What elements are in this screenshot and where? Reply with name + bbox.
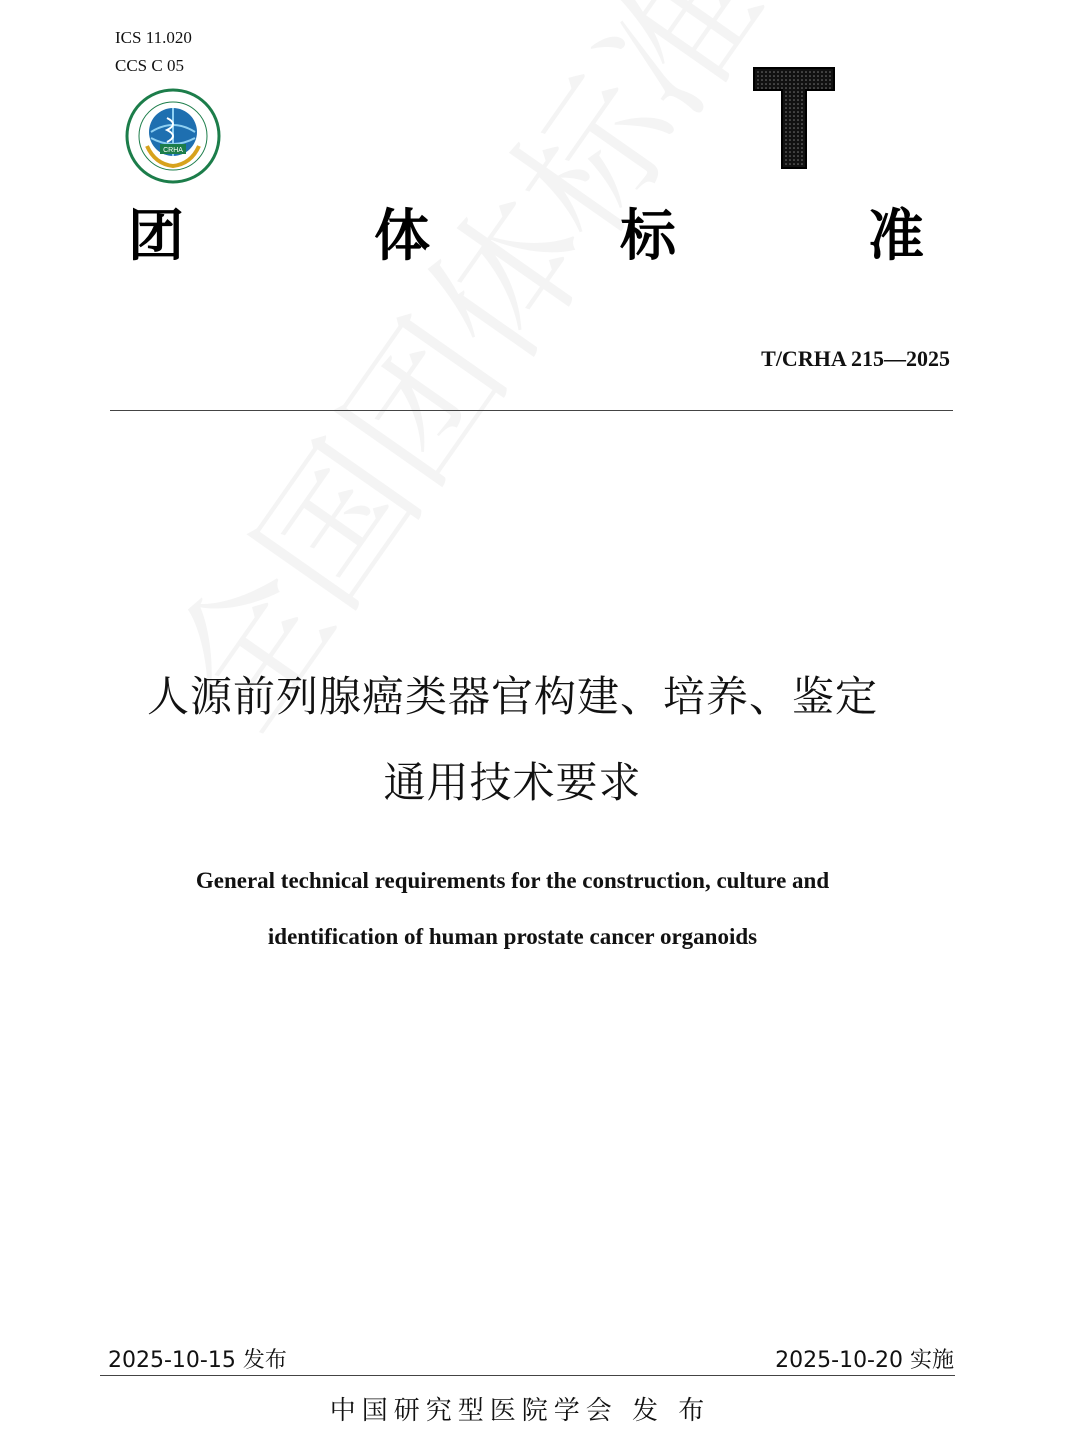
title-en-line2: identification of human prostate cancer organoids bbox=[267, 924, 758, 949]
publisher: 中国研究型医院学会 发 布 bbox=[329, 1396, 711, 1426]
svg-text:CRHA: CRHA bbox=[163, 147, 183, 154]
standard-type bbox=[0, 192, 1080, 272]
ics-code: ICS 11.020 bbox=[115, 28, 192, 47]
issue-date: 2025-10-15 发布 bbox=[108, 1348, 287, 1373]
title-en-line1: General technical requirements for the construction, culture and bbox=[195, 868, 830, 893]
standard-type-char: 准 bbox=[868, 204, 924, 269]
standard-type-char: 体 bbox=[374, 204, 430, 269]
title-cn-line1: 人源前列腺癌类器官构建、培养、鉴定 bbox=[146, 672, 878, 721]
ccs-code: CCS C 05 bbox=[115, 56, 184, 75]
watermark bbox=[110, 0, 1080, 764]
standard-t-icon bbox=[752, 66, 836, 170]
footer-divider bbox=[100, 1375, 955, 1376]
standard-type-char: 团 bbox=[128, 204, 184, 269]
standard-type-char: 标 bbox=[620, 204, 676, 269]
implementation-date: 2025-10-20 实施 bbox=[775, 1348, 954, 1373]
header-divider bbox=[110, 410, 953, 411]
crha-logo-icon bbox=[125, 88, 221, 184]
title-cn-line2: 通用技术要求 bbox=[383, 758, 642, 807]
standard-number: T/CRHA 215—2025 bbox=[761, 346, 950, 371]
